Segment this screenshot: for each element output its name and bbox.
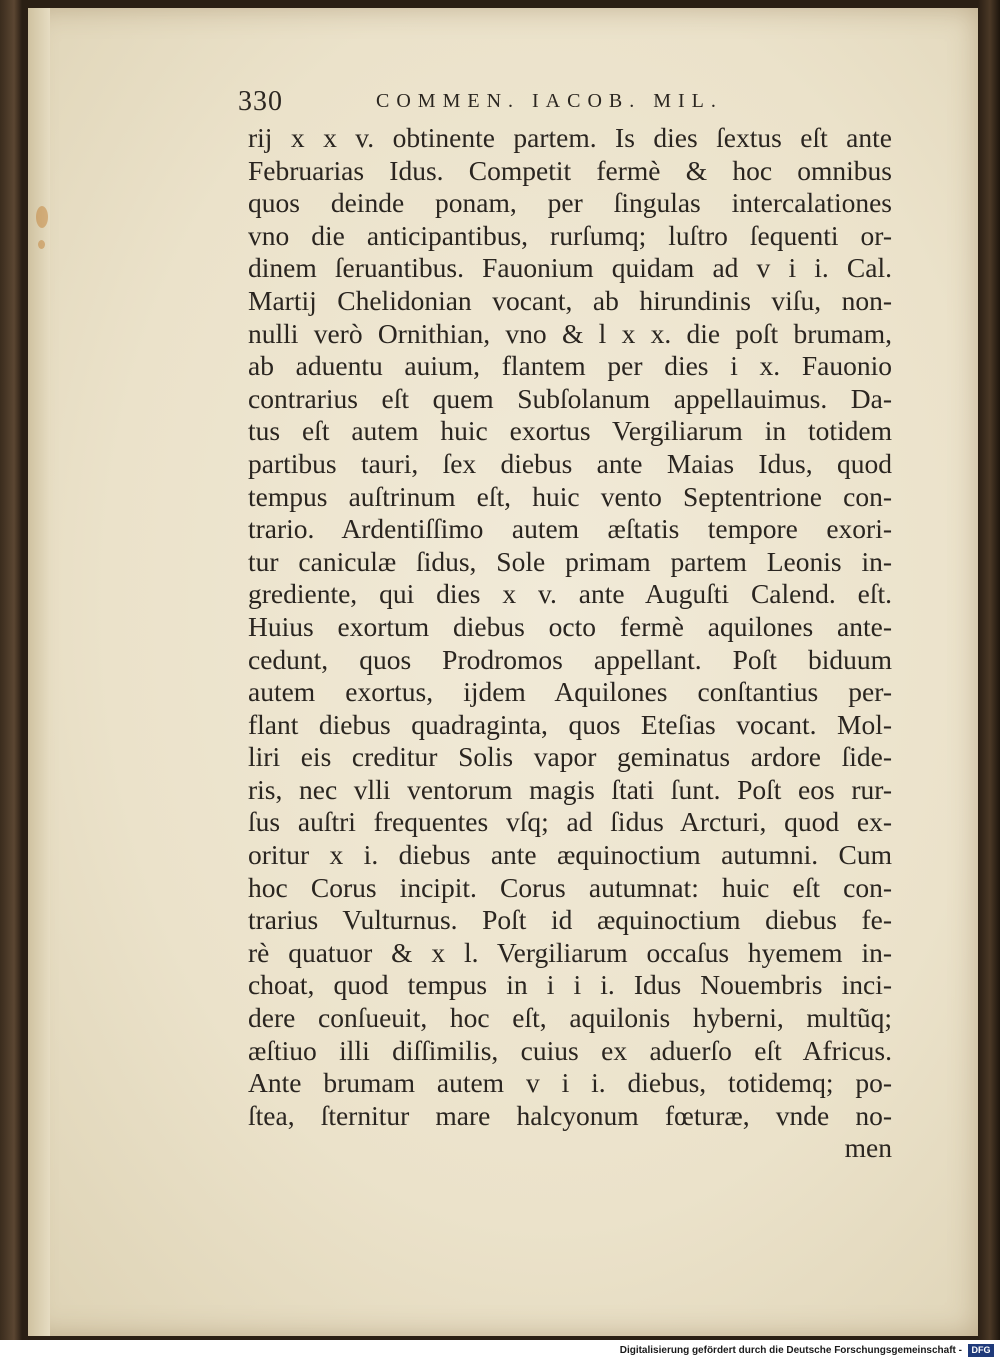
text-line: cedunt, quos Prodromos appellant. Poſt biduum xyxy=(248,643,892,675)
text-line: liri eis creditur Solis vapor geminatus ardore ſide- xyxy=(248,741,892,773)
text-line: ſtea, ſternitur mare halcyonum fœturæ, vnde no- xyxy=(248,1099,892,1131)
text-line: dere conſueuit, hoc eſt, aquilonis hyberni, multũq; xyxy=(248,1002,892,1034)
text-line: ab aduentu auium, flantem per dies i x. Fauonio xyxy=(248,350,892,382)
text-line: hoc Corus incipit. Corus autumnat: huic eſt con- xyxy=(248,871,892,903)
text-line: oritur x i. diebus ante æquinoctium autumni. Cum xyxy=(248,839,892,871)
text-line: ris, nec vlli ventorum magis ſtati ſunt. Poſt eos rur- xyxy=(248,773,892,805)
text-line: tur caniculæ ſidus, Sole primam partem Leonis in- xyxy=(248,545,892,577)
text-line: Februarias Idus. Competit fermè & hoc omnibus xyxy=(248,154,892,186)
text-line: choat, quod tempus in i i i. Idus Nouembris inci- xyxy=(248,969,892,1001)
text-line: contrarius eſt quem Subſolanum appellauimus. Da- xyxy=(248,382,892,414)
text-line: autem exortus, ijdem Aquilones conſtantius per- xyxy=(248,676,892,708)
paper-stain xyxy=(38,240,45,249)
text-line: rè quatuor & x l. Vergiliarum occaſus hyemem in- xyxy=(248,936,892,968)
text-line: æſtiuo illi diſſimilis, cuius ex aduerſo eſt Africus. xyxy=(248,1034,892,1066)
text-line: tempus auſtrinum eſt, huic vento Septentrione con- xyxy=(248,480,892,512)
text-line: flant diebus quadraginta, quos Eteſias vocant. Mol- xyxy=(248,708,892,740)
page-header xyxy=(238,86,798,126)
text-line: Ante brumam autem v i i. diebus, totidemq; po- xyxy=(248,1067,892,1099)
text-line: partibus tauri, ſex diebus ante Maias Idus, quod xyxy=(248,447,892,479)
text-line: grediente, qui dies x v. ante Auguſti Calend. eſt. xyxy=(248,578,892,610)
running-head: COMMEN. IACOB. MIL. xyxy=(376,90,723,112)
text-line: tus eſt autem huic exortus Vergiliarum in totidem xyxy=(248,415,892,447)
digitization-footer xyxy=(0,1340,1000,1362)
text-line: Huius exortum diebus octo fermè aquilones ante- xyxy=(248,610,892,642)
text-line: dinem ſeruantibus. Fauonium quidam ad v i i. Cal. xyxy=(248,252,892,284)
text-line: nulli verò Ornithian, vno & l x x. die poſt brumam, xyxy=(248,317,892,349)
page-number: 330 xyxy=(238,86,283,117)
text-line: vno die anticipantibus, rurſumq; luſtro ſequenti or- xyxy=(248,219,892,251)
dfg-credit-text: Digitalisierung gefördert durch die Deutsche Forschungsgemeinschaft - xyxy=(619,1345,962,1356)
text-line: rij x x v. obtinente partem. Is dies ſextus eſt ante xyxy=(248,122,892,153)
body-text xyxy=(248,122,892,1165)
text-line: trarius Vulturnus. Poſt id æquinoctium diebus fe- xyxy=(248,904,892,936)
text-line: Martij Chelidonian vocant, ab hirundinis viſu, non- xyxy=(248,284,892,316)
text-line: quos deinde ponam, per ſingulas intercalationes xyxy=(248,187,892,219)
text-line: trario. Ardentiſſimo autem æſtatis tempore exori- xyxy=(248,513,892,545)
dfg-logo: DFG xyxy=(968,1344,994,1357)
paper-stain xyxy=(36,206,48,228)
catchword: men xyxy=(844,1132,892,1164)
text-line: ſus auſtri frequentes vſq; ad ſidus Arcturi, quod ex- xyxy=(248,806,892,838)
